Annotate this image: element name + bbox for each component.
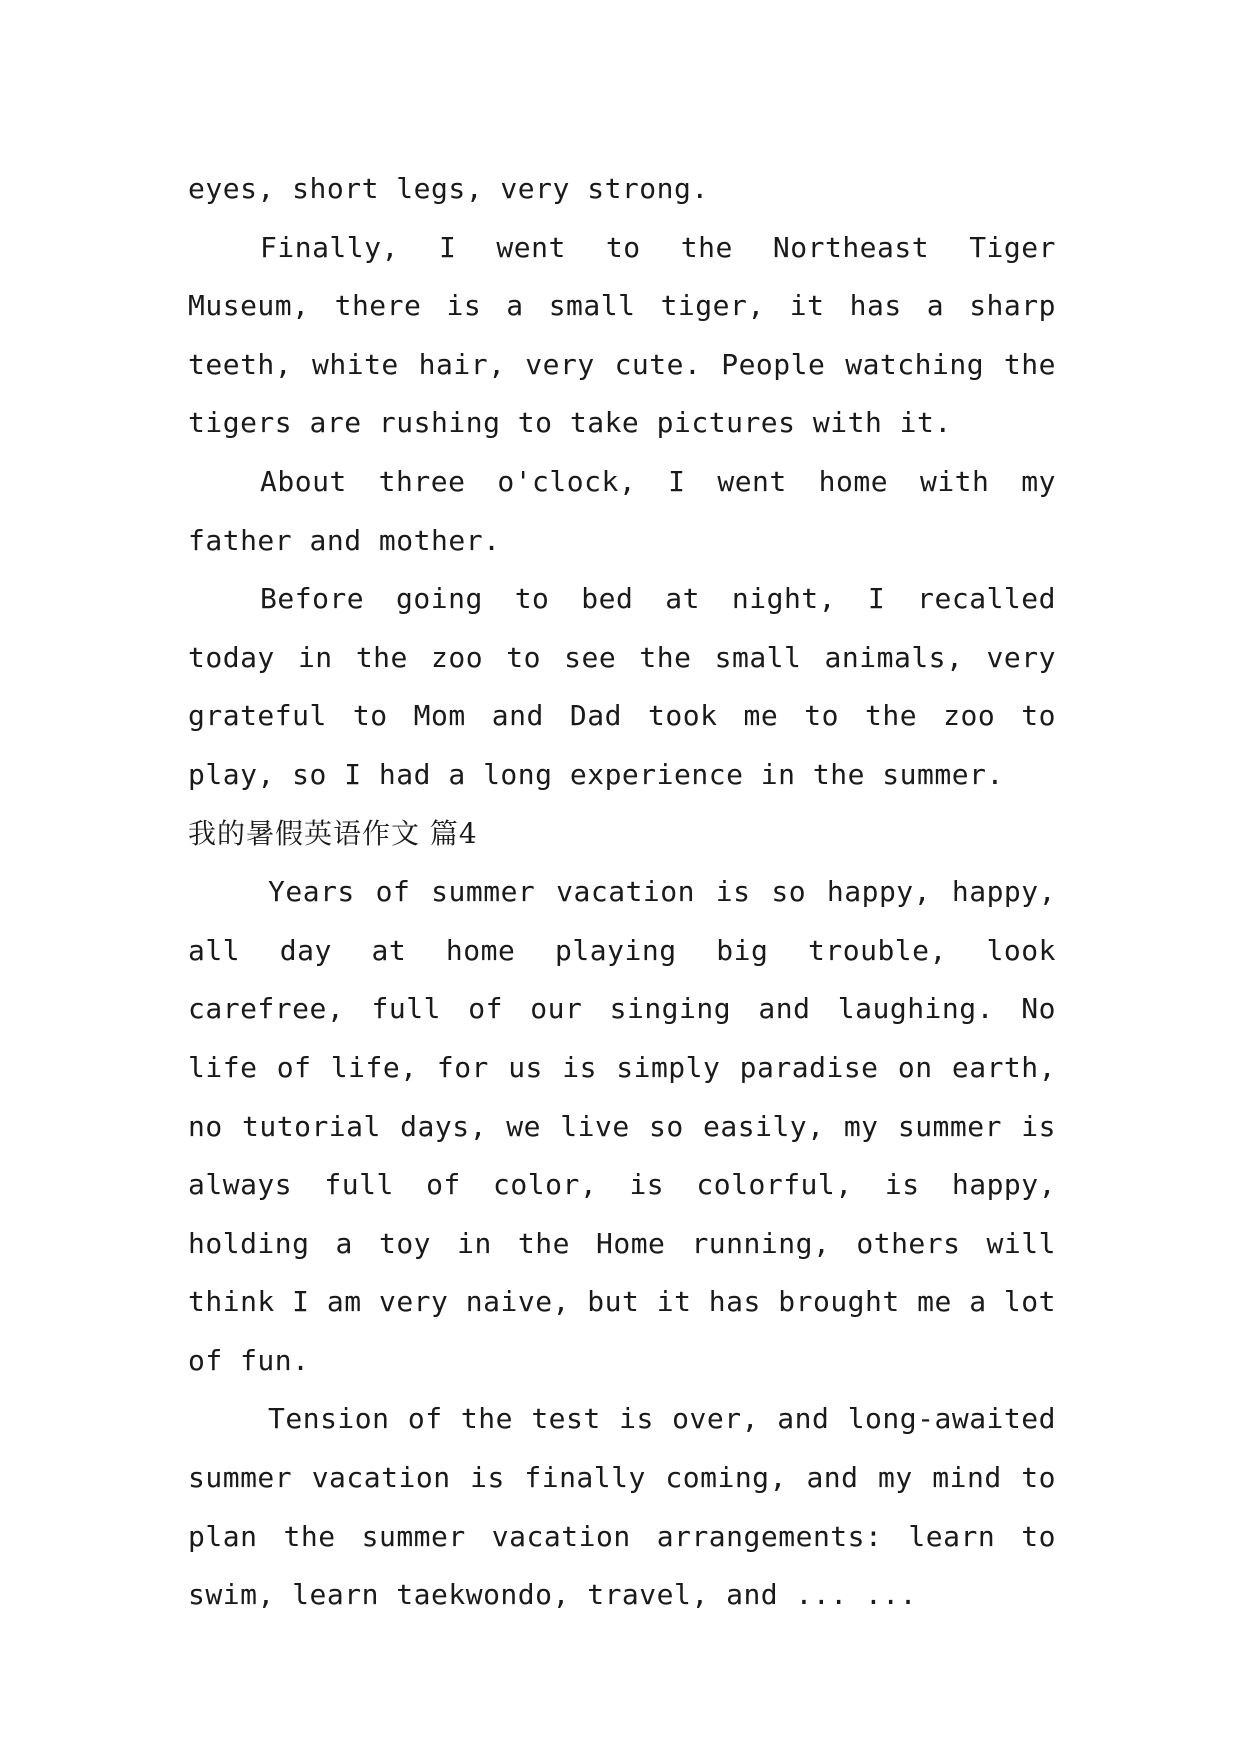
paragraph-continuation: eyes, short legs, very strong.	[188, 172, 709, 205]
paragraph-bedtime: Before going to bed at night, I recalled today in the zoo to see the small animals, very grateful to Mom and Dad took me to the zoo to play, so I had a long experience in the summer.	[188, 582, 1056, 791]
paragraph-summer-happy: Years of summer vacation is so happy, happy, all day at home playing big trouble, look carefree, full of our singing and laughing. No life of life, for us is simply paradise on earth, no tutorial days, we live so easily, my summer is always full of color, is colorful, is happy, holding a toy in the Home running, others will think I am very naive, but it has brought me a lot of fun.	[188, 875, 1056, 1377]
paragraph-tiger-museum: Finally, I went to the Northeast Tiger Museum, there is a small tiger, it has a sharp teeth, white hair, very cute. People watching the tigers are rushing to take pictures with it.	[188, 230, 1056, 440]
document-body	[188, 160, 1056, 1625]
paragraph-going-home: About three o'clock, I went home with my father and mother.	[188, 464, 1056, 557]
paragraph-summer-plan: Tension of the test is over, and long-awaited summer vacation is finally coming, and my mind to plan the summer vacation arrangements: learn to swim, learn taekwondo, travel, and ... ...	[188, 1402, 1056, 1612]
section-heading: 我的暑假英语作文 篇4	[188, 816, 478, 850]
